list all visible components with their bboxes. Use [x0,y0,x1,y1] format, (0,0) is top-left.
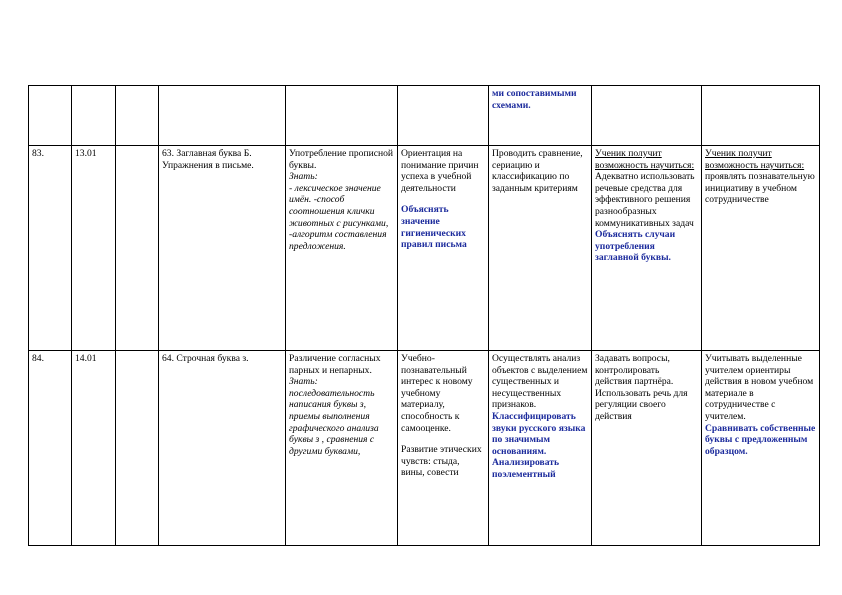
content-items: - лексическое значение имён. -способ соотношения клички животных с рисунками, -алгоритм составления предложения. [289,182,389,252]
lesson-number: 84. [29,351,72,546]
cell-cognitive [489,351,592,546]
lesson-topic: 64. Строчная буква з. [159,351,286,546]
cell-content [286,146,398,351]
table-row [29,86,820,146]
lesson-number: 83. [29,146,72,351]
regulative-text: проявлять познавательную инициативу в учебном сотрудничестве [705,171,815,206]
cell-regulative [702,351,820,546]
cell-empty [116,146,159,351]
cell-personal [398,146,489,351]
cell-personal [398,351,489,546]
cognitive-text: Проводить сравнение, сериацию и классификацию по заданным критериям [492,148,583,194]
lesson-date: 14.01 [72,351,116,546]
cell-content [286,351,398,546]
content-intro: Различение согласных парных и непарных. [289,353,381,376]
cell-empty [702,86,820,146]
content-items: последовательность написания буквы з, приемы выполнения графического анализа буквы з , сравнения с другими буквами, [289,387,379,457]
table-row [29,146,820,351]
cell-empty [116,86,159,146]
lesson-topic: 63. Заглавная буква Б. Упражнения в письме. [159,146,286,351]
cognitive-goal: Классифицировать звуки русского языка по значимым основаниям. [492,410,586,457]
cell-regulative [702,146,820,351]
personal-text-2: Развитие этических чувств: стыда, вины, совести [401,444,482,479]
personal-text: Учебно-познавательный интерес к новому учебному материалу, способность к самооценке. [401,353,473,434]
regulative-heading: Ученик получит возможность научиться: [705,148,805,171]
personal-text: Ориентация на понимание причин успеха в учебной деятельности [401,148,479,194]
cell-empty [159,86,286,146]
cell-empty [116,351,159,546]
communicative-goal: Объяснять случаи употребления заглавной буквы. [595,229,676,264]
cell-communicative [592,351,702,546]
cell-empty [29,86,72,146]
cognitive-goal-2: Анализировать поэлементный [492,457,560,480]
cell-empty [398,86,489,146]
table-row [29,351,820,546]
cognitive-text: Осуществлять анализ объектов с выделением существенных и несущественных признаков. [492,353,588,411]
personal-goal: Объяснять значение гигиенических правил письма [401,204,467,251]
regulative-goal: Сравнивать собственные буквы с предложенным образцом. [705,422,816,457]
regulative-text: Учитывать выделенные учителем ориентиры действия в новом учебном материале в сотрудничестве с учителем. [705,353,814,422]
communicative-heading: Ученик получит возможность научиться: [595,148,695,171]
communicative-text: Задавать вопросы, контролировать действия партнёра. Использовать речь для регуляции своего действия [595,353,688,422]
cognitive-continued-text: ми сопоставимыми схемами. [492,88,577,111]
cell-empty [286,86,398,146]
cell-cognitive [489,146,592,351]
lesson-date: 13.01 [72,146,116,351]
communicative-text: Адекватно использовать речевые средства для эффективного решения разнообразных коммуникативных задач [595,171,695,229]
cell-cognitive [489,86,592,146]
know-label: Знать: [289,376,318,388]
cell-communicative [592,146,702,351]
cell-empty [592,86,702,146]
cell-empty [72,86,116,146]
know-label: Знать: [289,171,318,183]
lesson-plan-table [28,85,820,546]
content-intro: Употребление прописной буквы. [289,148,394,171]
